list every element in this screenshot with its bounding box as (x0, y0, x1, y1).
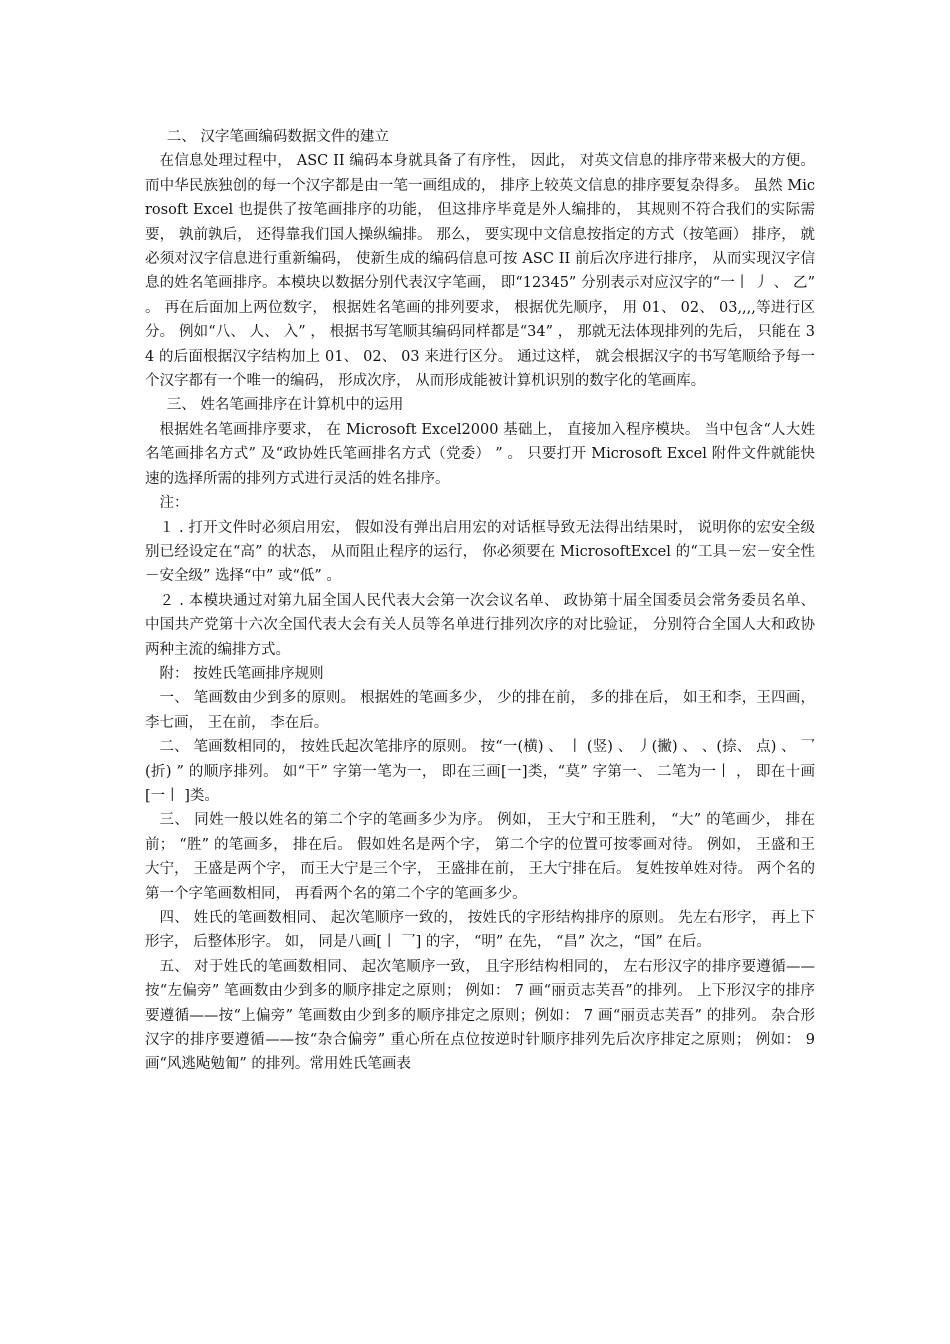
rule-5: 五、 对于姓氏的笔画数相同、 起次笔顺序一致， 且字形结构相同的， 左右形汉字的排序要遵循——按“左偏旁” 笔画数由少到多的顺序排定之原则； 例如： 7 画“丽贡志芙吾”的排列。 上下形汉字的排序要遵循——按“上偏旁” 笔画数由少到多的顺序排定之原则；例如： 7 画“丽贡志芙吾” 的排列。 杂合形汉字的排序要遵循——按“杂合偏旁” 重心所在点位按逆时针顺序排列先后次序排定之原则； 例如： 9 画“风逃飐勉匍” 的排列。常用姓氏笔画表 (145, 958, 815, 1073)
document-body (145, 125, 815, 1077)
section-2-heading: 二、 汉字笔画编码数据文件的建立 (166, 129, 389, 145)
section-3-body: 根据姓名笔画排序要求， 在 Microsoft Excel2000 基础上， 直接加入程序模块。 当中包含“人大姓名笔画排名方式” 及“政协姓氏笔画排名方式（党委） ” 。 只要打开 Microsoft Excel 附件文件就能快速的选择所需的排列方式进行灵活的姓名排序。 (145, 421, 815, 487)
note-item-2: ２ . 本模块通过对第九届全国人民代表大会第一次会议名单、 政协第十届全国委员会常务委员名单、 中国共产党第十六次全国代表大会有关人员等名单进行排列次序的对比验证， 分别符合全国人大和政协两种主流的编排方式。 (145, 592, 815, 658)
section-2-body: 在信息处理过程中， ASC II 编码本身就具备了有序性， 因此， 对英文信息的排序带来极大的方便。 而中华民族独创的每一个汉字都是由一笔一画组成的， 排序上较英文信息的排序要复杂得多。 虽然 Microsoft Excel 也提供了按笔画排序的功能， 但这排序毕竟是外人编排的， 其规则不符合我们的实际需要， 孰前孰后， 还得靠我们国人操纵编排。 那么， 要实现中文信息按指定的方式（按笔画） 排序， 就必须对汉字信息进行重新编码， 使新生成的编码信息可按 ASC II 前后次序进行排序， 从而实现汉字信息的姓名笔画排序。本模块以数据分别代表汉字笔画， 即“12345” 分别表示对应汉字的“一丨 丿 、 乙” 。 再在后面加上两位数字， 根据姓名笔画的排列要求， 根据优先顺序， 用 01、 02、 03,,,,等进行区分。 例如“八、 人、 入” ， 根据书写笔顺其编码同样都是“34” ， 那就无法体现排列的先后， 只能在 34 的后面根据汉字结构加上 01、 02、 03 来进行区分。 通过这样， 就会根据汉字的书写笔顺给予每一个汉字都有一个唯一的编码， 形成次序， 从而形成能被计算机识别的数字化的笔画库。 (145, 153, 815, 390)
section-3-heading: 三、 姓名笔画排序在计算机中的运用 (166, 397, 404, 414)
rule-4: 四、 姓氏的笔画数相同、 起次笔顺序一致的， 按姓氏的字形结构排序的原则。 先左右形字， 再上下形字， 后整体形字。 如， 同是八画[丨 乛] 的字， “明” 在先， “昌” 次之，“国” 在后。 (145, 910, 815, 951)
rule-3: 三、 同姓一般以姓名的第二个字的笔画多少为序。 例如， 王大宁和王胜利， “大” 的笔画少， 排在前； “胜” 的笔画多， 排在后。 假如姓名是两个字， 第二个字的位置可按零画对待。 例如， 王盛和王大宁， 王盛是两个字， 而王大宁是三个字， 王盛排在前， 王大宁排在后。 复姓按单姓对待。 两个名的第一个字笔画数相同， 再看两个名的第二个字的笔画多少。 (145, 812, 815, 902)
appendix-heading: 附： 按姓氏笔画排序规则 (159, 665, 324, 682)
rule-1: 一、 笔画数由少到多的原则。 根据姓的笔画多少， 少的排在前， 多的排在后， 如王和李，王四画， 李七画， 王在前， 李在后。 (145, 690, 815, 731)
note-label: 注： (159, 495, 189, 512)
note-item-1: １ . 打开文件时必须启用宏， 假如没有弹出启用宏的对话框导致无法得出结果时， 说明你的宏安全级别已经设定在“高” 的状态， 从而阻止程序的运行， 你必须要在 MicrosoftExcel 的“工具－宏－安全性－安全级” 选择“中” 或“低” 。 (145, 519, 815, 585)
rule-2: 二、 笔画数相同的， 按姓氏起次笔排序的原则。 按“一(横) 、 丨 (竖) 、 丿(撇) 、 、(捺、 点) 、 乛(折) ” 的顺序排列。 如“干” 字第一笔为一， 即在三画[一]类，“莫” 字第一、 二笔为一丨 ， 即在十画[一丨 ]类。 (145, 739, 815, 804)
